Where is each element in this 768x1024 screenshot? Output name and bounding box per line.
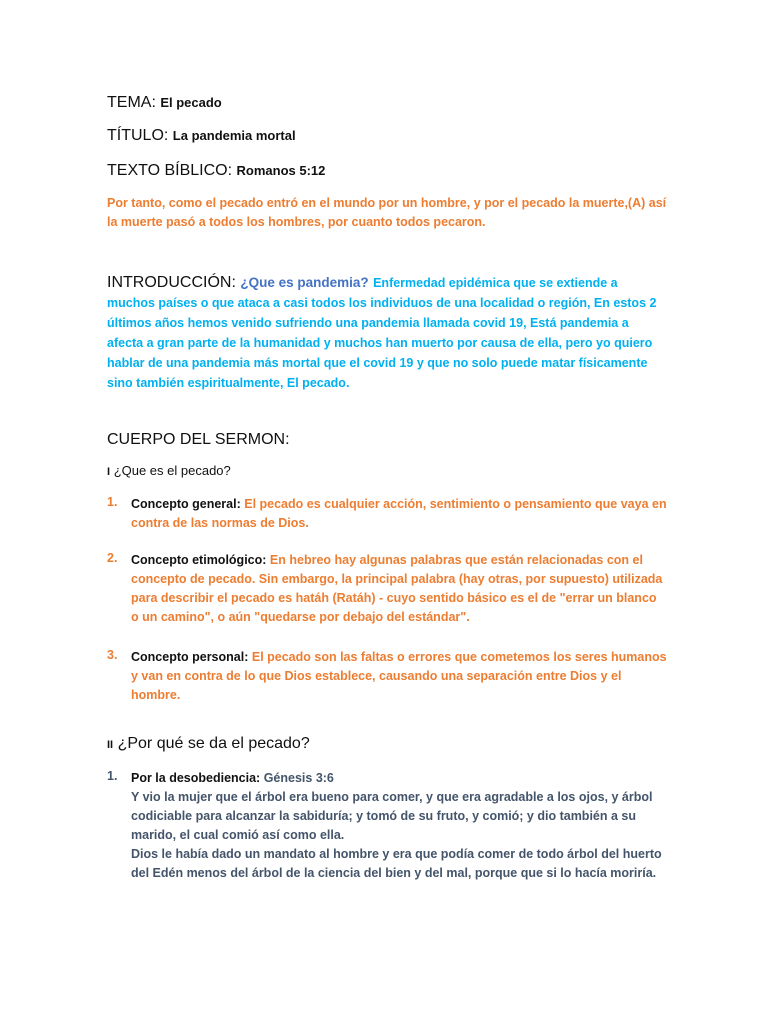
- section-2-numeral: II: [107, 739, 114, 751]
- list-item: [107, 648, 667, 705]
- texto-biblico-value: Romanos 5:12: [236, 163, 326, 178]
- titulo-line: [107, 127, 296, 145]
- tema-value: El pecado: [160, 95, 222, 110]
- list-item-label: Concepto personal:: [131, 650, 249, 664]
- list-item-text: En hebreo hay algunas palabras que están relacionadas con el concepto de pecado. Sin embargo, la principal palabra (hay otras, por supuesto) utilizada para describir el pecado es hatáh (Ratáh) - cuyo sentido básico es el de "errar un blanco o un camino", o aún "quedarse por debajo del estándar".: [131, 553, 663, 624]
- texto-biblico-label: TEXTO BÍBLICO:: [107, 162, 233, 179]
- texto-biblico-line: [107, 162, 325, 180]
- list-item-number: 1.: [107, 769, 118, 783]
- intro-question: ¿Que es pandemia?: [240, 275, 369, 290]
- main-verse: Por tanto, como el pecado entró en el mundo por un hombre, y por el pecado la muerte,(A) así la muerte pasó a todos los hombres, por cuanto todos pecaron.: [107, 196, 667, 229]
- section-2-title-text: ¿Por qué se da el pecado?: [117, 735, 310, 752]
- list-item-number: 1.: [107, 495, 118, 509]
- section-1-numeral: I: [107, 466, 111, 478]
- list-item: [107, 769, 667, 883]
- list-item: [107, 495, 667, 533]
- introduction: [107, 273, 667, 393]
- section-1-title-text: ¿Que es el pecado?: [113, 463, 231, 478]
- section-1-title: [107, 463, 231, 478]
- intro-label: INTRODUCCIÓN:: [107, 274, 236, 291]
- list-item-number: 2.: [107, 551, 118, 565]
- genesis-verse: Y vio la mujer que el árbol era bueno para comer, y que era agradable a los ojos, y árbol codiciable para alcanzar la sabiduría; y tomó de su fruto, y comió; y dio también a su marido, el cual comió así como ella.: [131, 790, 653, 842]
- list-item-number: 3.: [107, 648, 118, 662]
- titulo-label: TÍTULO:: [107, 127, 169, 144]
- intro-text: Enfermedad epidémica que se extiende a muchos países o que ataca a casi todos los individuos de una localidad o región, En estos 2 últimos años hemos venido sufriendo una pandemia llamada covid 19, Está pandemia a afecta a gran parte de la humanidad y muchos han muerto por causa de ella, pero yo quiero hablar de una pandemia más mortal que el covid 19 y que no solo puede matar físicamente sino también espiritualmente, El pecado.: [107, 276, 657, 390]
- section-2-title: [107, 735, 310, 753]
- list-item-text: El pecado son las faltas o errores que cometemos los seres humanos y van en contra de lo que Dios establece, causando una separación entre Dios y el hombre.: [131, 650, 667, 702]
- verse-reference: Génesis 3:6: [263, 771, 334, 785]
- list-item-text: El pecado es cualquier acción, sentimiento o pensamiento que vaya en contra de las normas de Dios.: [131, 497, 667, 530]
- item-comment: Dios le había dado un mandato al hombre y era que podía comer de todo árbol del huerto del Edén menos del árbol de la ciencia del bien y del mal, porque que si lo hacía moriría.: [131, 847, 662, 880]
- list-item: [107, 551, 667, 627]
- list-item-label: Por la desobediencia:: [131, 771, 261, 785]
- list-item-label: Concepto general:: [131, 497, 241, 511]
- list-item-label: Concepto etimológico:: [131, 553, 267, 567]
- tema-line: [107, 94, 222, 112]
- titulo-value: La pandemia mortal: [172, 128, 296, 143]
- tema-label: TEMA:: [107, 94, 156, 111]
- cuerpo-heading: CUERPO DEL SERMON:: [107, 431, 290, 448]
